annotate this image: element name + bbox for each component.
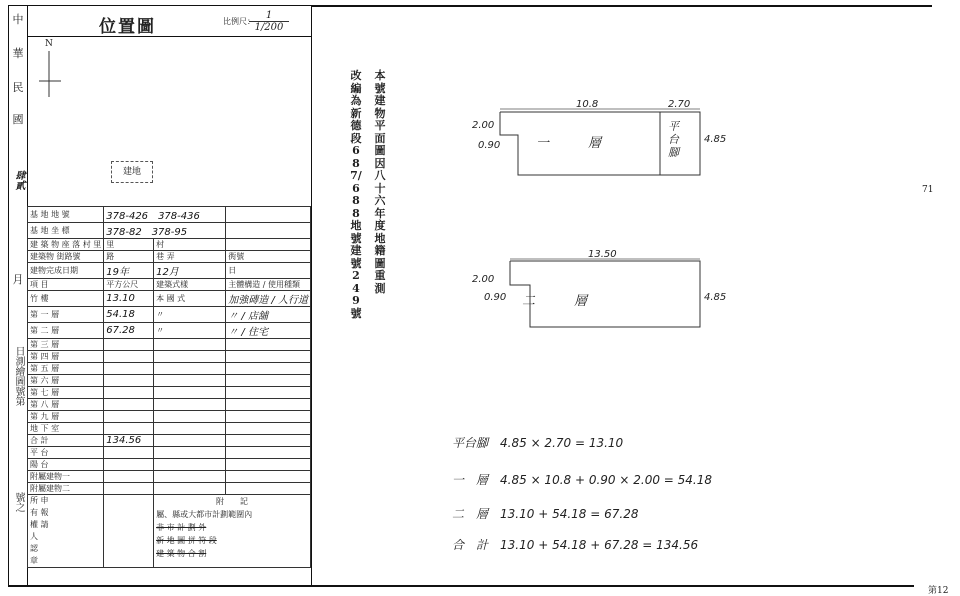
dim-bottom-left-a: 2.00 (472, 274, 495, 285)
cell: 本 國 式 (154, 291, 226, 307)
note-column-1 (374, 70, 386, 295)
applicant-cell (28, 495, 104, 568)
page-number: 第12 (928, 586, 949, 596)
remarks-row (28, 495, 311, 568)
cell: 建築物 街路號 (28, 251, 104, 263)
table-row (28, 423, 311, 435)
dim-bottom-right: 4.85 (704, 292, 727, 303)
site-marker: 建地 (111, 161, 153, 183)
map-title: 位置圖 (99, 17, 156, 37)
cell: 第 六 層 (28, 375, 104, 387)
applicant-label: 章 (30, 556, 38, 565)
side-month: 月 (12, 273, 24, 286)
cell: 第 三 層 (28, 339, 104, 351)
side-number-label: 號之 (13, 492, 24, 512)
side-char: 中 (12, 13, 24, 26)
table-row (28, 223, 311, 239)
note-column-2 (350, 70, 362, 320)
table-row (28, 483, 311, 495)
cell: 〃 / 住宅 (226, 323, 311, 339)
table-row (28, 363, 311, 375)
table-row (28, 459, 311, 471)
side-char: 國 (12, 113, 24, 126)
cell: 基 地 地 號 (28, 207, 104, 223)
table-row (28, 307, 311, 323)
cell: 路 (104, 251, 154, 263)
cell: 第 二 層 (28, 323, 104, 339)
cell: 巷 弄 (154, 251, 226, 263)
cell: 基 地 坐 標 (28, 223, 104, 239)
dim-top-left-b: 0.90 (478, 140, 501, 151)
cell: 第 五 層 (28, 363, 104, 375)
building-register-form (8, 5, 312, 587)
table-row (28, 411, 311, 423)
calc-line: 合 計 13.10 + 54.18 + 67.28 = 134.56 (452, 538, 699, 552)
location-map (27, 36, 311, 207)
cell: 13.10 (104, 291, 154, 307)
table-row (28, 375, 311, 387)
table-row (28, 387, 311, 399)
table-row (28, 263, 311, 279)
table-row (28, 207, 311, 223)
cell: 54.18 (104, 307, 154, 323)
cell: 378-426 378-436 (104, 207, 226, 223)
cell: 平 台 (28, 447, 104, 459)
remarks-line: 新 地 圖 拼 符 段 (156, 536, 217, 545)
table-row (28, 339, 311, 351)
cell: 里 (104, 239, 154, 251)
cell: 村 (154, 239, 226, 251)
cell: 19年 (104, 263, 154, 279)
cell: 地 下 室 (28, 423, 104, 435)
cell: 合 計 (28, 435, 104, 447)
floor-plan-drawing (460, 95, 760, 345)
cell: 衖號 (226, 251, 311, 263)
table-row (28, 291, 311, 307)
cell: 67.28 (104, 323, 154, 339)
cell: 建 築 物 座 落 村 里 (28, 239, 104, 251)
scale-denominator: 1/200 (254, 22, 284, 33)
cell: 附屬建物二 (28, 483, 104, 495)
applicant-label: 認 (30, 544, 38, 553)
dim-top-left-a: 2.00 (472, 120, 495, 131)
cell (226, 239, 311, 251)
cell: 附屬建物一 (28, 471, 104, 483)
side-handwritten: 肆貳 (13, 170, 24, 190)
cell: 日 (226, 263, 311, 279)
scale-label: 比例尺： (223, 17, 255, 26)
table-row (28, 251, 311, 263)
cell: 134.56 (104, 435, 154, 447)
calc-line: 二 層 13.10 + 54.18 = 67.28 (452, 507, 639, 521)
scale-numerator: 1 (249, 10, 289, 22)
platform-label: 平台腳 (668, 120, 679, 159)
cell: 第 四 層 (28, 351, 104, 363)
applicant-label: 人 (30, 532, 38, 541)
cell: 〃 (154, 307, 226, 323)
table-row (28, 239, 311, 251)
side-char: 民 (12, 81, 24, 94)
floor1-label: 一 層 (536, 136, 602, 151)
cell (226, 223, 311, 239)
table-row (28, 399, 311, 411)
scale-value (249, 10, 289, 33)
register-table (27, 206, 311, 568)
cell: 陽 台 (28, 459, 104, 471)
cell: 〃 / 店舖 (226, 307, 311, 323)
applicant-label: 所 申 (30, 496, 49, 505)
cell: 12月 (154, 263, 226, 279)
table-row (28, 471, 311, 483)
remarks-cell (154, 495, 311, 568)
cell: 第 七 層 (28, 387, 104, 399)
note-text: 改編為新德段687/688地號建號249號 (350, 69, 362, 320)
dim-top-width: 10.8 (576, 99, 599, 110)
dim-bottom-left-b: 0.90 (484, 292, 507, 303)
calc-line: 一 層 4.85 × 10.8 + 0.90 × 2.00 = 54.18 (452, 473, 712, 487)
remarks-title: 附 記 (216, 497, 249, 506)
applicant-label: 權 請 (30, 520, 49, 529)
remarks-line: 建 築 物 合 割 (156, 549, 207, 558)
cell: 第 八 層 (28, 399, 104, 411)
dim-bottom-width: 13.50 (588, 249, 617, 260)
cell: 〃 (154, 323, 226, 339)
floor2-label: 二 層 (522, 294, 588, 309)
table-row (28, 435, 311, 447)
table-row (28, 279, 311, 291)
applicant-label: 有 報 (30, 508, 49, 517)
cell: 378-82 378-95 (104, 223, 226, 239)
dim-top-right: 4.85 (704, 134, 727, 145)
bottom-rule (8, 585, 914, 587)
margin-mark: 71 (922, 185, 934, 195)
cell: 第 九 層 (28, 411, 104, 423)
cell: 竹 樓 (28, 291, 104, 307)
remarks-line: 屬、縣或大都市計劃範圍內 (156, 510, 253, 519)
table-row (28, 323, 311, 339)
cell: 平方公尺 (104, 279, 154, 291)
calc-line: 平台腳 4.85 × 2.70 = 13.10 (452, 436, 624, 450)
form-side-strip (9, 6, 28, 586)
north-arrow-icon (27, 37, 311, 207)
top-rule (312, 5, 932, 7)
cell: 項 目 (28, 279, 104, 291)
table-row (28, 447, 311, 459)
cell: 建物完成日期 (28, 263, 104, 279)
cell: 第 一 層 (28, 307, 104, 323)
side-survey-label: 日測繪圖號第 (13, 346, 24, 406)
cell: 建築式樣 (154, 279, 226, 291)
cell: 加強磚造 / 人行道 (226, 291, 311, 307)
cell (226, 207, 311, 223)
remarks-line: 非 市 計 劃 外 (156, 523, 207, 532)
dim-top-platform: 2.70 (668, 99, 691, 110)
note-text: 本號建物平面圖因八十六年度地籍圖重測 (374, 69, 386, 295)
cell: 主體構造 / 使用種類 (226, 279, 311, 291)
table-row (28, 351, 311, 363)
north-label: N (45, 39, 53, 49)
side-char: 華 (12, 47, 24, 60)
